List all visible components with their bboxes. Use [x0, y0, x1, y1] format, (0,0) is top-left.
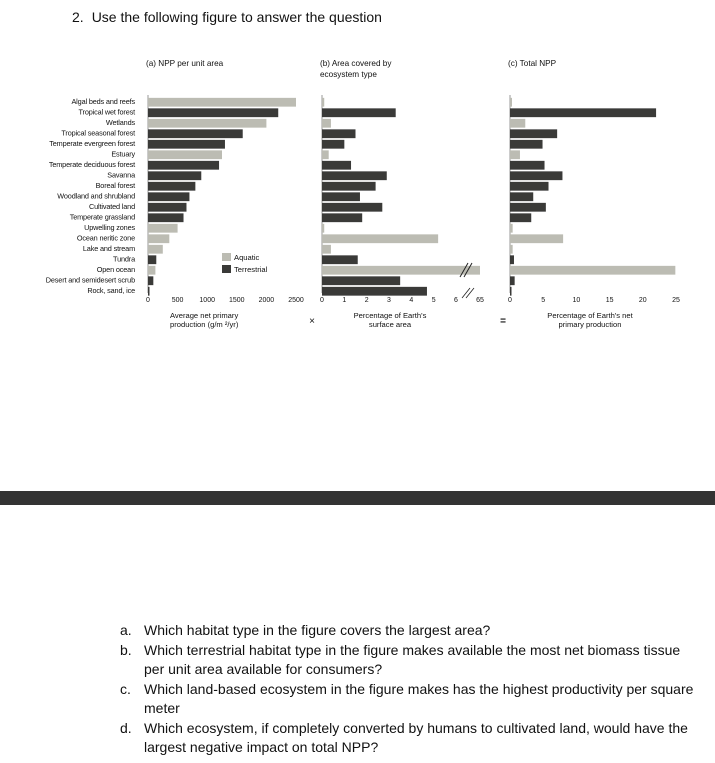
tick-label: 6 [454, 297, 458, 304]
axis-label: production (g/m ²/yr) [170, 320, 239, 329]
tick-label: 2000 [258, 297, 275, 304]
times-operator: × [309, 316, 315, 327]
bar-terrestrial [322, 276, 400, 285]
subquestion-list [118, 621, 698, 758]
subquestion-label: c. [120, 680, 131, 697]
bar-terrestrial [322, 161, 351, 170]
axis-label: surface area [368, 320, 412, 329]
subquestion-c [118, 680, 698, 719]
category-label: Savanna [107, 170, 135, 180]
subquestion-text: Which terrestrial habitat type in the figure makes available the most net biomass tissue per unit area available for consumers? [144, 641, 681, 677]
bar-aquatic [322, 234, 438, 243]
category-label: Estuary [111, 149, 135, 159]
axis-label: Percentage of Earth's net [547, 311, 633, 320]
bar-terrestrial [510, 255, 514, 264]
bar-aquatic [148, 224, 178, 233]
category-label: Boreal forest [95, 181, 135, 191]
bar-terrestrial [148, 203, 186, 212]
subquestion-text: Which land-based ecosystem in the figure makes has the highest productivity per square meter [144, 680, 694, 716]
tick-label: 1500 [229, 297, 245, 304]
bar-terrestrial [148, 287, 150, 296]
bar-terrestrial [148, 192, 189, 201]
bar-terrestrial [148, 129, 243, 138]
bar-terrestrial [322, 182, 376, 191]
bar-terrestrial [322, 203, 382, 212]
tick-label: 0 [320, 297, 324, 304]
subquestion-b [118, 641, 698, 680]
legend-swatch-terrestrial [222, 265, 231, 273]
bar-terrestrial [510, 287, 512, 296]
bar-terrestrial [148, 276, 153, 285]
bar-terrestrial [322, 140, 344, 149]
section-divider [0, 491, 715, 505]
legend-label: Terrestrial [234, 265, 268, 274]
category-label: Wetlands [105, 118, 135, 128]
equals-operator: = [500, 316, 506, 327]
bar-aquatic [510, 234, 563, 243]
bar-aquatic [148, 234, 169, 243]
bar-terrestrial [322, 255, 358, 264]
panel-title: (c) Total NPP [508, 59, 557, 68]
category-label: Rock, sand, ice [87, 286, 135, 296]
tick-label: 25 [672, 297, 680, 304]
axis-break-mark [466, 288, 474, 298]
tick-label: 1000 [199, 297, 215, 304]
bar-aquatic [322, 266, 480, 275]
bar-aquatic [148, 150, 222, 159]
bar-aquatic [510, 224, 513, 233]
bar-aquatic [510, 245, 513, 254]
legend-swatch-aquatic [222, 253, 231, 261]
tick-label: 10 [572, 297, 581, 304]
bar-terrestrial [510, 213, 531, 222]
subquestion-text: Which habitat type in the figure covers the largest area? [144, 622, 491, 638]
bar-terrestrial [322, 129, 356, 138]
legend-label: Aquatic [234, 253, 260, 262]
tick-label: 500 [171, 297, 184, 304]
axis-label: Percentage of Earth's [353, 311, 427, 320]
bar-terrestrial [148, 182, 195, 191]
bar-terrestrial [148, 108, 278, 117]
bar-terrestrial [322, 287, 427, 296]
subquestion-a [118, 621, 698, 641]
bar-terrestrial [148, 171, 201, 180]
bar-aquatic [322, 245, 331, 254]
tick-label: 4 [409, 297, 414, 304]
category-label: Tundra [113, 254, 135, 264]
category-label: Woodland and shrubland [57, 191, 135, 201]
subquestion-text: Which ecosystem, if completely converted by humans to cultivated land, would have the largest negative impact on total NPP? [144, 719, 688, 755]
bar-terrestrial [510, 108, 656, 117]
bar-terrestrial [510, 171, 562, 180]
tick-label: 0 [508, 297, 512, 304]
bar-terrestrial [510, 129, 557, 138]
bar-aquatic [148, 98, 296, 107]
bar-terrestrial [322, 108, 396, 117]
category-label: Ocean neritic zone [76, 233, 135, 243]
bar-terrestrial [510, 203, 546, 212]
category-label: Desert and semidesert scrub [45, 275, 135, 285]
tick-label: 5 [541, 297, 546, 304]
category-label: Temperate evergreen forest [49, 139, 135, 149]
category-label: Temperate deciduous forest [48, 160, 135, 170]
bar-terrestrial [510, 192, 533, 201]
tick-label: 2 [364, 297, 369, 304]
bar-terrestrial [148, 140, 225, 149]
category-label: Tropical seasonal forest [61, 128, 135, 138]
category-label: Cultivated land [88, 202, 135, 212]
question-number: 2. [72, 9, 84, 25]
bar-aquatic [322, 98, 324, 107]
tick-label: 15 [605, 297, 614, 304]
bar-aquatic [148, 266, 155, 275]
axis-label: Average net primary [170, 311, 239, 320]
bar-terrestrial [322, 171, 387, 180]
bar-terrestrial [322, 192, 360, 201]
tick-label: 1 [342, 297, 347, 304]
question-prompt: Use the following figure to answer the question [91, 9, 382, 25]
tick-label: 65 [476, 297, 484, 304]
panel-title: (b) Area covered by [320, 59, 392, 68]
tick-label: 2500 [288, 297, 304, 304]
category-label: Lake and stream [82, 244, 135, 254]
bar-aquatic [148, 119, 266, 128]
category-label: Temperate grassland [69, 212, 135, 222]
category-label: Tropical wet forest [78, 107, 135, 117]
subquestion-label: d. [120, 719, 132, 736]
bar-terrestrial [510, 140, 543, 149]
category-label: Upwelling zones [84, 223, 135, 233]
bar-terrestrial [510, 161, 545, 170]
bar-terrestrial [148, 213, 184, 222]
tick-label: 3 [387, 297, 391, 304]
bar-aquatic [148, 245, 163, 254]
panel-title: (a) NPP per unit area [146, 59, 224, 68]
bar-terrestrial [148, 255, 156, 264]
bar-aquatic [322, 224, 324, 233]
npp-figure [0, 40, 715, 390]
subquestion-label: a. [120, 622, 132, 638]
bar-terrestrial [510, 276, 515, 285]
bar-aquatic [322, 150, 329, 159]
bar-aquatic [322, 119, 331, 128]
bar-terrestrial [148, 161, 219, 170]
subquestion-d [118, 719, 698, 758]
axis-label: primary production [558, 320, 622, 329]
bar-aquatic [510, 98, 512, 107]
axis-break-mark [462, 288, 470, 298]
tick-label: 20 [638, 297, 647, 304]
question-title [72, 9, 382, 25]
bar-terrestrial [322, 213, 362, 222]
tick-label: 0 [146, 297, 150, 304]
category-label: Open ocean [96, 265, 135, 275]
subquestion-label: b. [120, 641, 132, 658]
bar-aquatic [510, 150, 520, 159]
bar-aquatic [510, 266, 675, 275]
category-label: Algal beds and reefs [71, 97, 135, 107]
bar-terrestrial [510, 182, 549, 191]
bar-aquatic [510, 119, 525, 128]
panel-title: ecosystem type [320, 70, 377, 79]
tick-label: 5 [431, 297, 436, 304]
